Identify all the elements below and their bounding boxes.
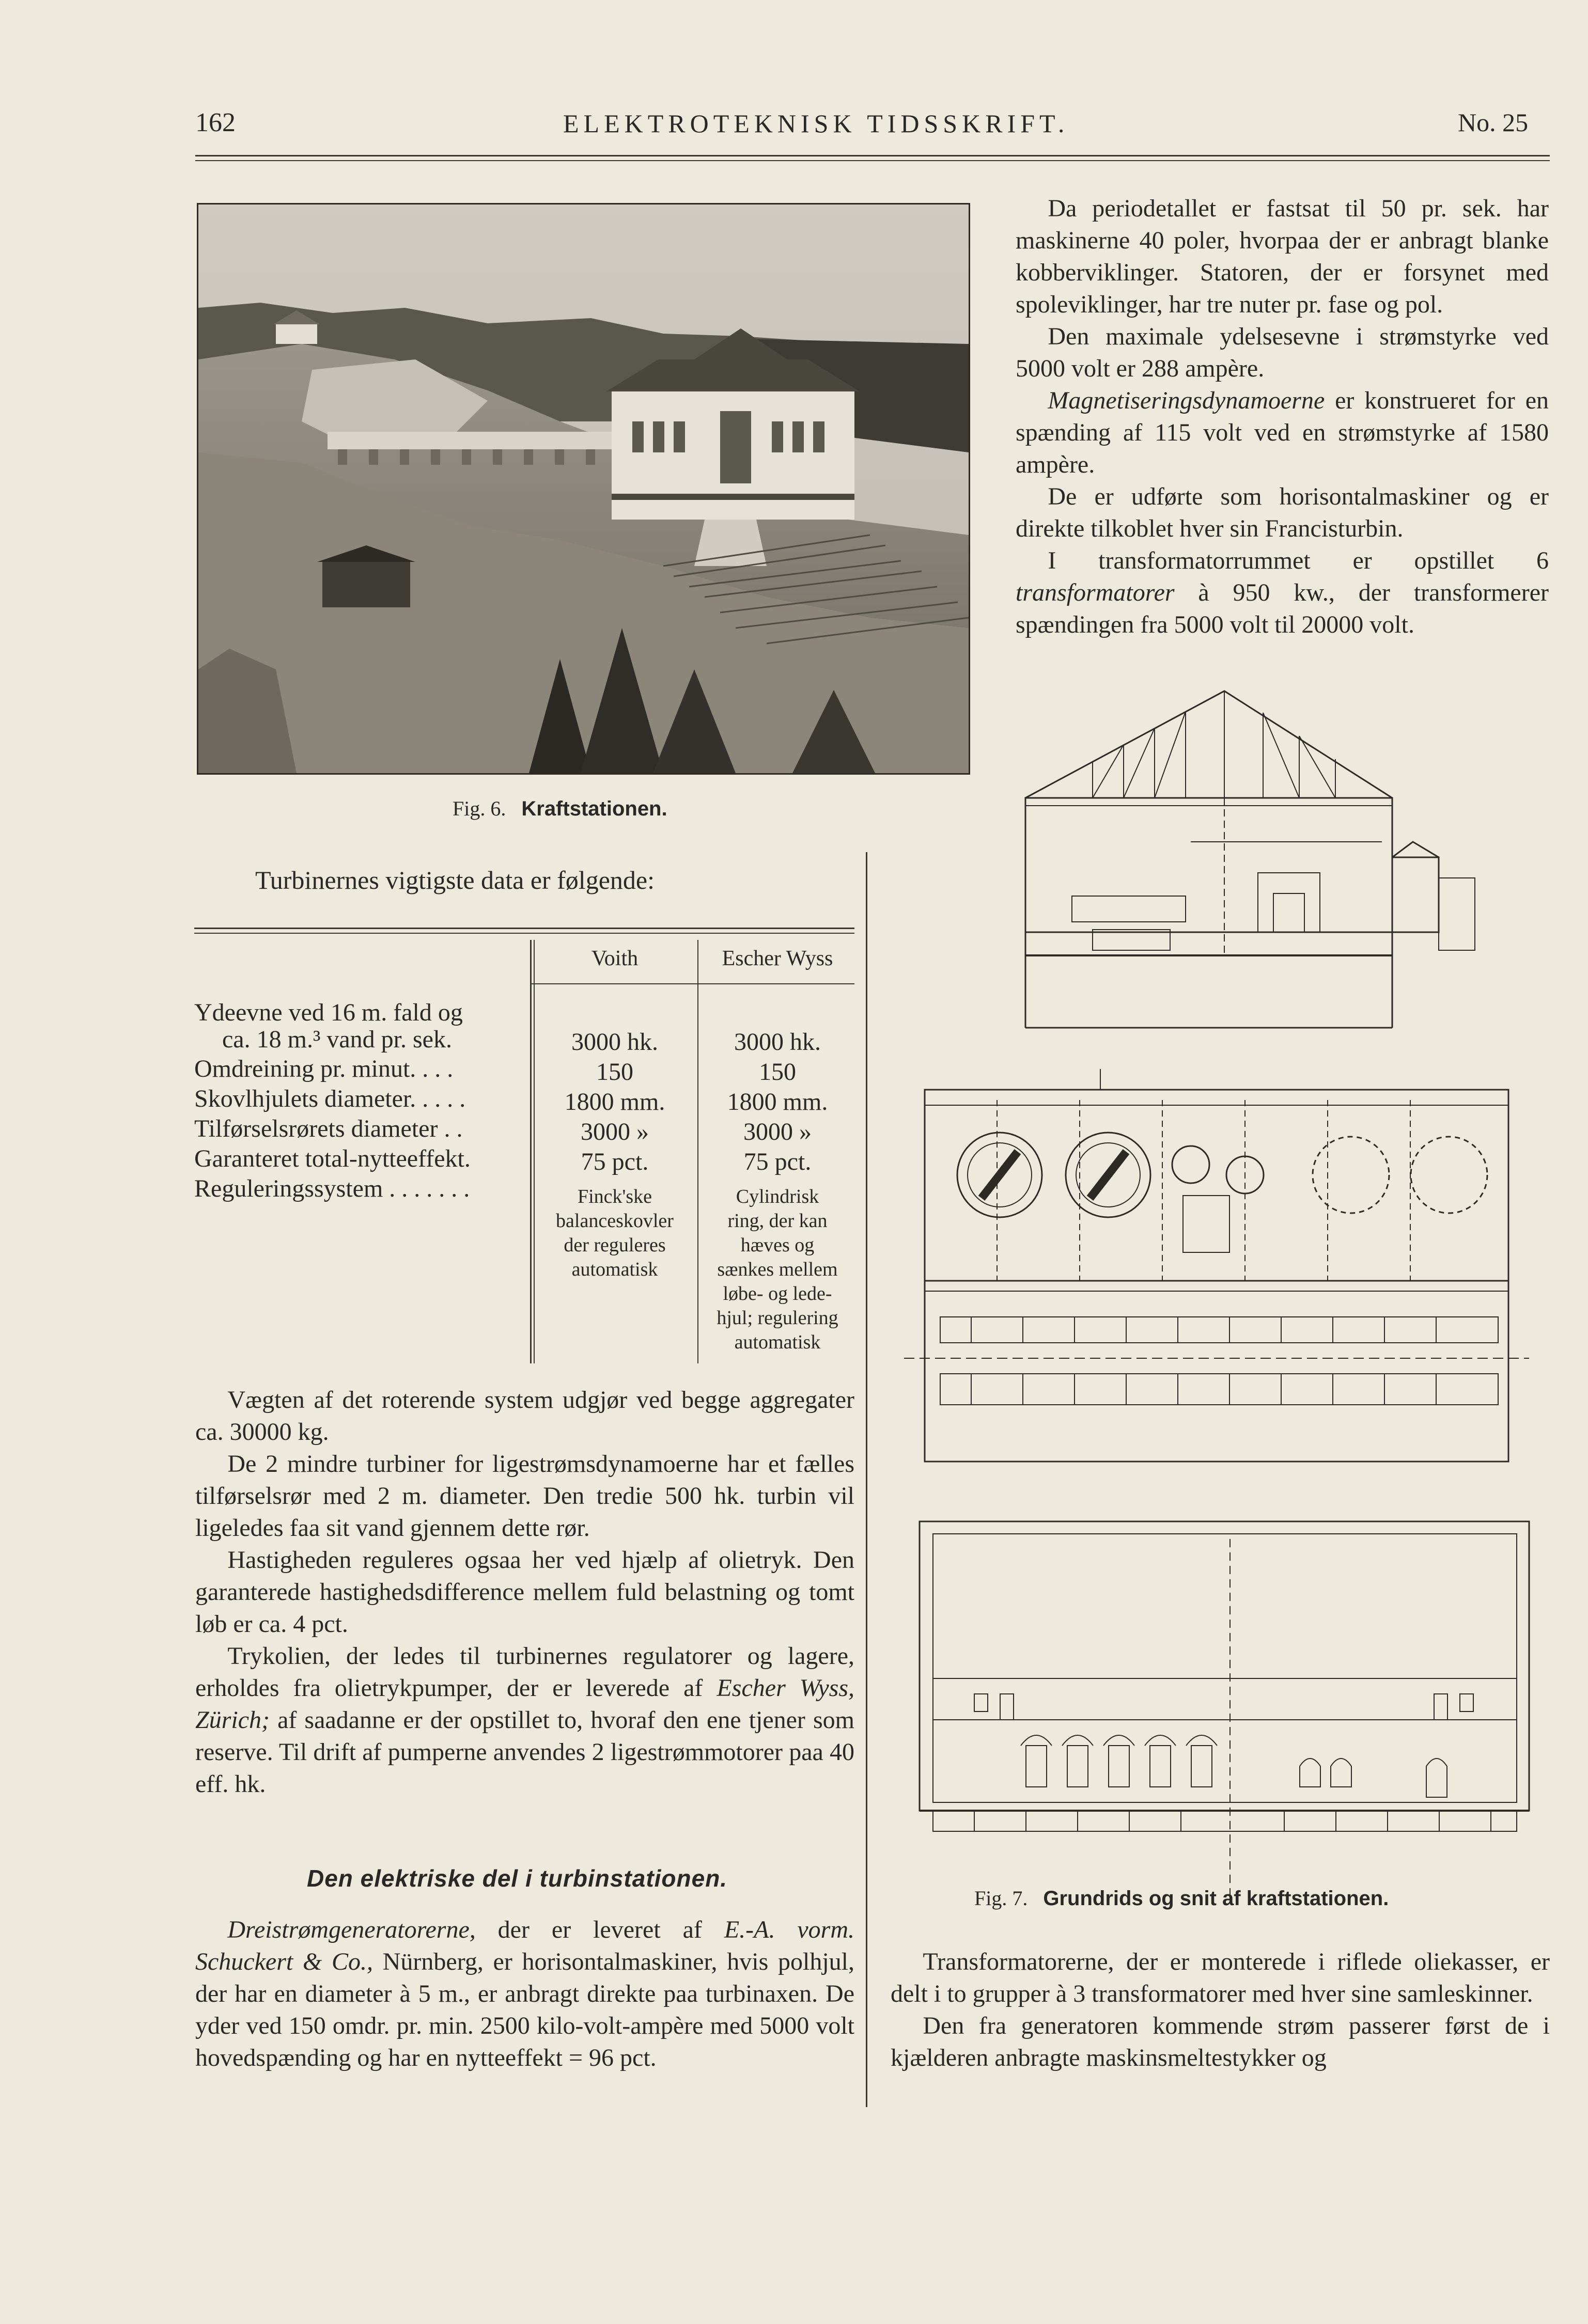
cell-voith-regulering-line: balanceskovler [556, 1210, 674, 1232]
cell-voith-regulering-line: der reguleres [564, 1234, 666, 1256]
para-dreistromgeneratorerne [195, 1914, 854, 2074]
cell-escher-omdreining: 150 [759, 1058, 796, 1086]
para-vaegten: Vægten af det roterende system udgjør ved begge aggregater ca. 30000 kg. [195, 1386, 854, 1446]
row-label-skovlhjul: Skovlhjulets diameter. . . . . [194, 1085, 466, 1112]
para-magnetisering [1016, 385, 1549, 481]
para-transformatorrum-a: I transformatorrummet er opstillet 6 [1048, 547, 1549, 574]
cell-voith-regulering-line: automatisk [571, 1259, 658, 1280]
term-dreistromgeneratorerne: Dreistrømgeneratorerne, [227, 1916, 476, 1943]
para-dreistrom-a: der er leveret af [475, 1916, 724, 1943]
table-col-line-1b [534, 940, 535, 1363]
cell-escher-regulering-line: sænkes mellem [717, 1259, 838, 1280]
term-magnetiseringsdynamoerne: Magnetiseringsdynamoerne [1048, 387, 1325, 414]
figure7-caption [974, 1886, 1389, 1910]
para-generatorstrom: Den fra generatoren kommende strøm passerer først de i kjælderen anbragte maskinsmeltestykker og [891, 2012, 1550, 2071]
table-top-rule-2 [194, 933, 854, 934]
para-ydelsesevne: Den maximale ydelsesevne i strømstyrke ved 5000 volt er 288 ampère. [1016, 323, 1549, 382]
row-label-ydeevne-2: ca. 18 m.³ vand pr. sek. [222, 1026, 452, 1053]
cell-voith-nytteeffekt: 75 pct. [581, 1148, 649, 1175]
left-body-text [195, 1384, 854, 1800]
photo-illustration [198, 205, 969, 773]
cell-voith-skovlhjul: 1800 mm. [564, 1088, 665, 1116]
cell-voith-tilforselsror: 3000 » [581, 1118, 649, 1145]
para-periodetallet: Da periodetallet er fastsat til 50 pr. sek. har maskinerne 40 poler, hvorpaa der er anbragt blanke kobberviklinger. Statoren, der er forsynet med spoleviklinger, har tre nuter pr. fase og pol. [1016, 195, 1549, 318]
para-trykolien-a: Trykolien, der ledes til turbinernes regulatorer og lagere, erholdes fra olietrykpumper, der er leverede af [195, 1642, 854, 1702]
row-label-reguleringssystem: Reguleringssystem . . . . . . . [194, 1175, 470, 1202]
station-section-drawing [1020, 687, 1511, 1038]
row-label-omdreining: Omdreining pr. minut. . . . [194, 1055, 454, 1082]
column-header-voith: Voith [591, 947, 639, 970]
term-schuckert: E.-A. vorm. Schuckert & Co., [195, 1916, 855, 1975]
table-header-rule [530, 983, 854, 984]
station-longitudinal-section [917, 1518, 1558, 1911]
figure6-caption [453, 796, 667, 821]
left-section-text [195, 1914, 854, 2074]
column-header-escher-wyss: Escher Wyss [722, 947, 833, 970]
cell-escher-ydeevne: 3000 hk. [734, 1028, 821, 1056]
para-horisontalmaskiner: De er udførte som horisontalmaskiner og er direkte tilkoblet hver sin Francisturbin. [1016, 483, 1549, 542]
cell-voith-regulering [537, 1185, 692, 1282]
para-hastigheden: Hastigheden reguleres ogsaa her ved hjælp af olietryk. Den garanterede hastighedsdifference mellem fuld belastning og tomt løb er ca. 4 pct. [195, 1546, 854, 1638]
para-transformatorrum [1016, 545, 1549, 641]
cell-escher-regulering-line: automatisk [734, 1331, 821, 1353]
figure7-title: Grundrids og snit af kraftstationen. [1043, 1887, 1389, 1910]
right-intro-text [1016, 193, 1549, 641]
cell-escher-regulering-line: hæves og [740, 1234, 815, 1256]
header-rule-thin [195, 160, 1550, 161]
row-label-tilforselsror: Tilførselsrørets diameter . . [194, 1115, 463, 1142]
cell-escher-regulering-line: ring, der kan [727, 1210, 828, 1232]
term-transformatorer: transformatorer [1016, 579, 1175, 606]
para-mindre-turbiner: De 2 mindre turbiner for ligestrømsdynamoerne har et fælles tilførselsrør med 2 m. diameter. Den tredie 500 hk. turbin vil ligeledes faa sit vand gjennem dette rør. [195, 1450, 854, 1542]
cell-escher-regulering [703, 1185, 852, 1355]
cell-escher-regulering-line: løbe- og lede- [723, 1283, 832, 1305]
header-rule [195, 155, 1550, 156]
journal-title: ELEKTROTEKNISK TIDSSKRIFT. [563, 109, 1069, 138]
station-plan-drawing [894, 1064, 1539, 1467]
power-station-photo [197, 203, 970, 775]
right-bottom-text [891, 1946, 1550, 2074]
para-transformatorrum-b: à 950 kw., der transformerer spændingen fra 5000 volt til 20000 volt. [1016, 579, 1549, 638]
row-label-nytteeffekt: Garanteret total-nytteeffekt. [194, 1145, 471, 1172]
table-intro: Turbinernes vigtigste data er følgende: [255, 866, 655, 894]
para-magnetisering-rest: er konstrueret for en spænding af 115 volt ved en strømstyrke af 1580 ampère. [1016, 387, 1549, 478]
term-escher-wyss: Escher Wyss, Zürich; [195, 1674, 855, 1734]
para-dreistrom-b: Nürnberg, er horisontalmaskiner, hvis polhjul, der har en diameter à 5 m., er anbragt direkte paa turbinaxen. De yder ved 150 omdr. pr. min. 2500 kilo-volt-ampère med 5000 volt hovedspænding og har en nytteeffekt = 96 pct. [195, 1948, 854, 2071]
table-top-rule [194, 928, 854, 929]
para-trykolien-b: af saadanne er der opstillet to, hvoraf den ene tjener som reserve. Til drift af pumperne anvendes 2 ligestrømmotorer paa 40 eff. hk. [195, 1706, 854, 1798]
cell-escher-skovlhjul: 1800 mm. [727, 1088, 828, 1116]
para-trykolien [195, 1640, 854, 1800]
figure7-label: Fig. 7. [974, 1887, 1028, 1910]
table-col-line-1 [530, 940, 532, 1363]
cell-voith-regulering-line: Finck'ske [577, 1186, 652, 1207]
issue-number: No. 25 [1458, 108, 1529, 137]
figure6-title: Kraftstationen. [521, 797, 667, 820]
row-label-ydeevne: Ydeevne ved 16 m. fald og [194, 999, 463, 1026]
table-col-line-2 [697, 940, 698, 1363]
para-transformatorerne: Transformatorerne, der er monterede i riflede oliekasser, er delt i to grupper à 3 transformatorer med hver sine samleskinner. [891, 1948, 1550, 2007]
page-number: 162 [195, 108, 236, 137]
cell-escher-tilforselsror: 3000 » [743, 1118, 812, 1145]
column-divider [866, 852, 867, 2107]
cell-voith-omdreining: 150 [596, 1058, 633, 1086]
section-heading: Den elektriske del i turbinstationen. [307, 1865, 728, 1892]
cell-escher-regulering-line: hjul; regulering [717, 1307, 838, 1329]
cell-escher-regulering-line: Cylindrisk [736, 1186, 819, 1207]
figure6-label: Fig. 6. [453, 797, 506, 820]
cell-escher-nytteeffekt: 75 pct. [743, 1148, 812, 1175]
cell-voith-ydeevne: 3000 hk. [571, 1028, 658, 1056]
